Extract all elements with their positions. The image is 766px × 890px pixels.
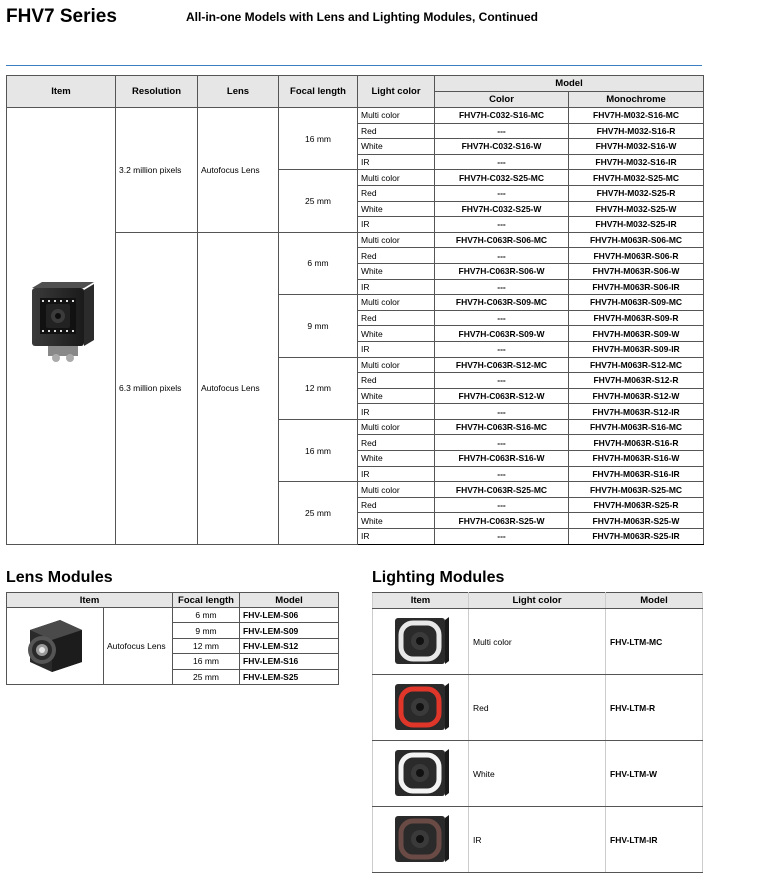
monochrome-model-cell: FHV7H-M063R-S09-R [569, 310, 704, 326]
monochrome-model-cell: FHV7H-M063R-S12-IR [569, 404, 704, 420]
monochrome-model-cell: FHV7H-M063R-S16-W [569, 451, 704, 467]
lens-item-label: Autofocus Lens [104, 608, 173, 685]
monochrome-model-cell: FHV7H-M063R-S06-IR [569, 279, 704, 295]
light-color-cell: IR [358, 404, 435, 420]
header-lens: Lens [198, 76, 279, 108]
monochrome-model-cell: FHV7H-M032-S25-W [569, 201, 704, 217]
focal-length-cell: 9 mm [279, 295, 358, 357]
light-color-cell: Multi color [358, 170, 435, 186]
lighting-model-cell: FHV-LTM-IR [606, 807, 703, 873]
monochrome-model-cell: FHV7H-M063R-S12-MC [569, 357, 704, 373]
header-resolution: Resolution [116, 76, 198, 108]
color-model-cell: --- [435, 373, 569, 389]
color-model-cell: FHV7H-C063R-S12-MC [435, 357, 569, 373]
color-model-cell: --- [435, 279, 569, 295]
lighting-color-cell: Multi color [469, 609, 606, 675]
lighting-model-cell: FHV-LTM-W [606, 741, 703, 807]
table-row [7, 108, 704, 124]
lens-header-item: Item [7, 593, 173, 608]
all-in-one-models-table [6, 75, 704, 545]
light-color-cell: Red [358, 185, 435, 201]
light-color-cell: White [358, 388, 435, 404]
resolution-cell: 3.2 million pixels [116, 108, 198, 233]
lens-module-image [7, 608, 104, 685]
light-color-cell: Multi color [358, 108, 435, 124]
lens-focal-cell: 6 mm [173, 608, 240, 623]
color-model-cell: FHV7H-C032-S25-MC [435, 170, 569, 186]
header-item: Item [7, 76, 116, 108]
color-model-cell: FHV7H-C063R-S16-W [435, 451, 569, 467]
light-color-cell: White [358, 451, 435, 467]
resolution-cell: 6.3 million pixels [116, 232, 198, 544]
monochrome-model-cell: FHV7H-M063R-S16-R [569, 435, 704, 451]
color-model-cell: --- [435, 185, 569, 201]
monochrome-model-cell: FHV7H-M063R-S06-W [569, 263, 704, 279]
color-model-cell: FHV7H-C063R-S25-MC [435, 482, 569, 498]
monochrome-model-cell: FHV7H-M063R-S09-MC [569, 295, 704, 311]
page-title: FHV7 Series [6, 6, 117, 27]
lighting-color-cell: IR [469, 807, 606, 873]
lens-model-cell: FHV-LEM-S16 [240, 654, 339, 669]
color-model-cell: --- [435, 310, 569, 326]
color-model-cell: FHV7H-C063R-S06-W [435, 263, 569, 279]
lens-header-focal-length: Focal length [173, 593, 240, 608]
monochrome-model-cell: FHV7H-M063R-S25-IR [569, 529, 704, 545]
lens-focal-cell: 9 mm [173, 623, 240, 638]
light-color-cell: IR [358, 217, 435, 233]
color-model-cell: --- [435, 435, 569, 451]
lens-focal-cell: 16 mm [173, 654, 240, 669]
focal-length-cell: 16 mm [279, 419, 358, 481]
light-color-cell: Red [358, 310, 435, 326]
color-model-cell: FHV7H-C032-S16-W [435, 139, 569, 155]
color-model-cell: FHV7H-C063R-S09-MC [435, 295, 569, 311]
color-model-cell: --- [435, 466, 569, 482]
color-model-cell: --- [435, 341, 569, 357]
color-model-cell: FHV7H-C063R-S06-MC [435, 232, 569, 248]
color-model-cell: FHV7H-C032-S16-MC [435, 108, 569, 124]
monochrome-model-cell: FHV7H-M032-S25-IR [569, 217, 704, 233]
lens-model-cell: FHV-LEM-S25 [240, 669, 339, 684]
color-model-cell: --- [435, 248, 569, 264]
light-color-cell: Red [358, 435, 435, 451]
table-row [373, 741, 703, 807]
focal-length-cell: 16 mm [279, 108, 358, 170]
lens-cell: Autofocus Lens [198, 232, 279, 544]
focal-length-cell: 25 mm [279, 170, 358, 232]
light-header-light-color: Light color [469, 593, 606, 609]
table-row [373, 675, 703, 741]
table-row [373, 609, 703, 675]
monochrome-model-cell: FHV7H-M063R-S25-MC [569, 482, 704, 498]
monochrome-model-cell: FHV7H-M063R-S06-R [569, 248, 704, 264]
header-color: Color [435, 92, 569, 108]
page-subtitle: All-in-one Models with Lens and Lighting Modules, Continued [186, 10, 538, 24]
lens-modules-table [6, 592, 339, 685]
lighting-modules-table [372, 592, 703, 873]
light-header-item: Item [373, 593, 469, 609]
light-color-cell: Multi color [358, 232, 435, 248]
lens-model-cell: FHV-LEM-S12 [240, 638, 339, 653]
lighting-color-cell: White [469, 741, 606, 807]
lens-model-cell: FHV-LEM-S06 [240, 608, 339, 623]
light-color-cell: IR [358, 529, 435, 545]
light-color-cell: White [358, 201, 435, 217]
lighting-module-image [373, 807, 469, 873]
lighting-color-cell: Red [469, 675, 606, 741]
color-model-cell: --- [435, 404, 569, 420]
light-color-cell: Multi color [358, 482, 435, 498]
light-header-model: Model [606, 593, 703, 609]
lighting-module-image [373, 741, 469, 807]
monochrome-model-cell: FHV7H-M063R-S06-MC [569, 232, 704, 248]
header-model: Model [435, 76, 704, 92]
light-color-cell: Multi color [358, 357, 435, 373]
monochrome-model-cell: FHV7H-M032-S25-MC [569, 170, 704, 186]
light-color-cell: Red [358, 373, 435, 389]
color-model-cell: --- [435, 154, 569, 170]
light-color-cell: Multi color [358, 419, 435, 435]
lighting-module-image [373, 609, 469, 675]
monochrome-model-cell: FHV7H-M032-S25-R [569, 185, 704, 201]
lens-model-cell: FHV-LEM-S09 [240, 623, 339, 638]
monochrome-model-cell: FHV7H-M032-S16-IR [569, 154, 704, 170]
focal-length-cell: 6 mm [279, 232, 358, 294]
header-light-color: Light color [358, 76, 435, 108]
color-model-cell: --- [435, 123, 569, 139]
monochrome-model-cell: FHV7H-M063R-S16-MC [569, 419, 704, 435]
lighting-model-cell: FHV-LTM-R [606, 675, 703, 741]
color-model-cell: FHV7H-C063R-S12-W [435, 388, 569, 404]
light-color-cell: Red [358, 497, 435, 513]
table-row [373, 807, 703, 873]
light-color-cell: White [358, 263, 435, 279]
color-model-cell: FHV7H-C063R-S16-MC [435, 419, 569, 435]
light-color-cell: White [358, 326, 435, 342]
camera-product-image [7, 108, 116, 545]
light-color-cell: Multi color [358, 295, 435, 311]
light-color-cell: IR [358, 466, 435, 482]
color-model-cell: --- [435, 529, 569, 545]
light-color-cell: IR [358, 154, 435, 170]
lighting-modules-title: Lighting Modules [372, 569, 505, 586]
monochrome-model-cell: FHV7H-M032-S16-R [569, 123, 704, 139]
monochrome-model-cell: FHV7H-M032-S16-W [569, 139, 704, 155]
monochrome-model-cell: FHV7H-M063R-S12-W [569, 388, 704, 404]
light-color-cell: White [358, 513, 435, 529]
lens-header-model: Model [240, 593, 339, 608]
table-row [7, 608, 339, 623]
header-monochrome: Monochrome [569, 92, 704, 108]
monochrome-model-cell: FHV7H-M063R-S25-W [569, 513, 704, 529]
lens-focal-cell: 12 mm [173, 638, 240, 653]
lens-focal-cell: 25 mm [173, 669, 240, 684]
color-model-cell: --- [435, 217, 569, 233]
focal-length-cell: 12 mm [279, 357, 358, 419]
light-color-cell: IR [358, 341, 435, 357]
lens-modules-title: Lens Modules [6, 569, 113, 586]
header-focal-length: Focal length [279, 76, 358, 108]
lighting-model-cell: FHV-LTM-MC [606, 609, 703, 675]
monochrome-model-cell: FHV7H-M063R-S16-IR [569, 466, 704, 482]
monochrome-model-cell: FHV7H-M063R-S25-R [569, 497, 704, 513]
monochrome-model-cell: FHV7H-M032-S16-MC [569, 108, 704, 124]
monochrome-model-cell: FHV7H-M063R-S09-W [569, 326, 704, 342]
color-model-cell: FHV7H-C063R-S25-W [435, 513, 569, 529]
color-model-cell: FHV7H-C032-S25-W [435, 201, 569, 217]
monochrome-model-cell: FHV7H-M063R-S09-IR [569, 341, 704, 357]
monochrome-model-cell: FHV7H-M063R-S12-R [569, 373, 704, 389]
light-color-cell: Red [358, 248, 435, 264]
header-rule [6, 65, 702, 66]
lens-cell: Autofocus Lens [198, 108, 279, 233]
color-model-cell: FHV7H-C063R-S09-W [435, 326, 569, 342]
light-color-cell: White [358, 139, 435, 155]
color-model-cell: --- [435, 497, 569, 513]
focal-length-cell: 25 mm [279, 482, 358, 544]
lighting-module-image [373, 675, 469, 741]
light-color-cell: Red [358, 123, 435, 139]
light-color-cell: IR [358, 279, 435, 295]
